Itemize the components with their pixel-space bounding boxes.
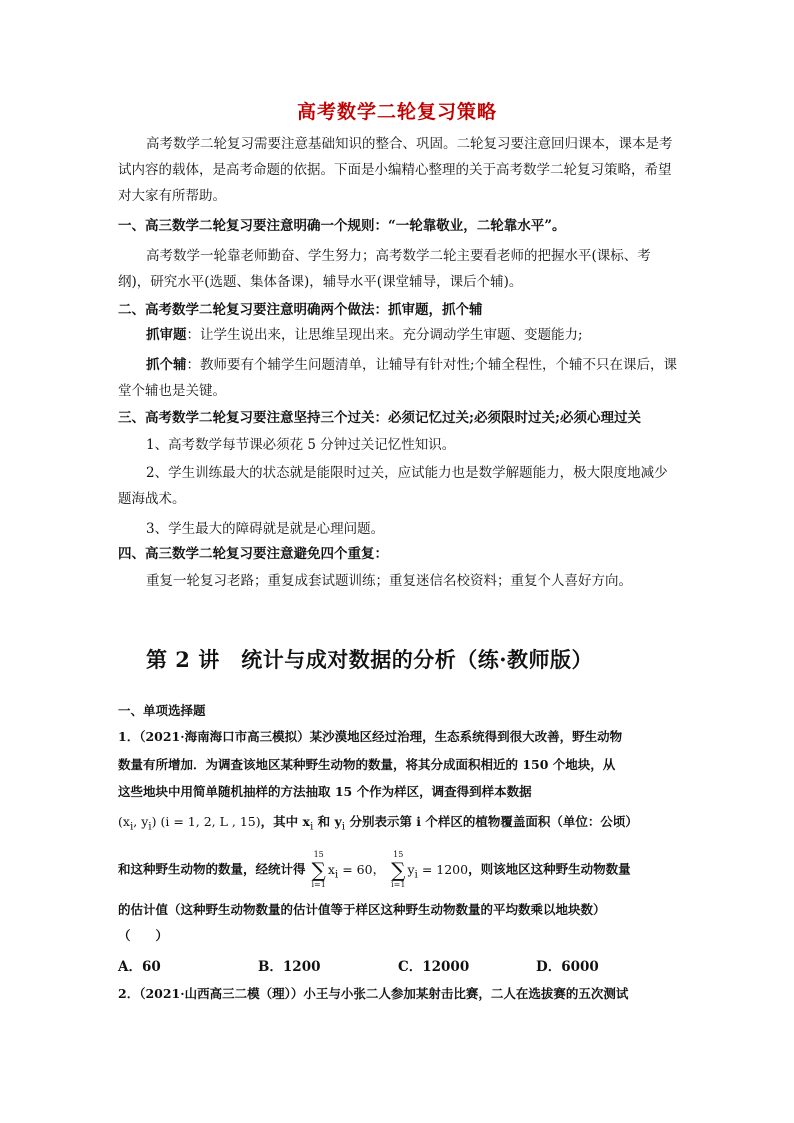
section-3-item-2: 2、学生训练最大的状态就是能限时过关，应试能力也是数学解题能力，极大限度地减少题海战术。 [118,465,668,507]
sum-x-term: $x_i = 60$ [327,861,373,880]
sum-x-sigma: 15 ∑ i=1 [311,850,326,889]
question-1-line-1: 1．（2021·海南海口市高三模拟）某沙漠地区经过治理，生态系统得到很大改善，野生动物 [118,729,623,744]
question-1-answer-paren: （ ） [118,928,169,943]
section-2-point-1 [118,322,678,348]
question-1-line-4-c: 分别表示第 i 个样区的植物覆盖面积（单位：公顷） [345,814,638,829]
section-3-item-3: 3、学生最大的障碍就是就是心理问题。 [146,521,385,537]
question-1-line-4: ($x_i$, $y_i$) (i = 1, 2, L , 15)，其中 $x_i$ 和 $y_i$ 分别表示第 i 个样区的植物覆盖面积（单位：公顷） [118,814,638,833]
section-2-title: 二、高考数学二轮复习要注意明确两个做法：抓审题，抓个辅 [118,302,483,318]
pair-open: (x [118,814,130,829]
section-2-point-2 [118,352,678,404]
section-4-body: 重复一轮复习老路；重复成套试题训练；重复迷信名校资料；重复个人喜好方向。 [146,573,632,589]
question-1-line-3: 这些地块中用简单随机抽样的方法抽取 15 个作为样区，调查得到样本数据 [118,784,532,799]
question-1-line-4-a: ，其中 x [260,814,310,829]
option-b: B．1200 [258,959,321,975]
section-1-title: 一、高三数学二轮复习要注意明确一个规则：“一轮靠敬业，二轮靠水平”。 [118,218,566,234]
section-3-title: 三、高考数学二轮复习要注意坚持三个过关：必须记忆过关;必须限时过关;必须心理过关 [118,410,641,426]
question-1-line-2: 数量有所增加．为调查该地区某种野生动物的数量，将其分成面积相近的 150 个地块，从 [118,757,616,772]
question-1-line-5: 和这种野生动物的数量，经统计得 15 ∑ i=1 $x_i = 60$， 15 ∑ i=1 $y_i = 1200$，则该地区这种野生动物数量 [118,850,631,889]
question-1-line-5-b: ，则该地区这种野生动物数量 [468,861,631,877]
intro-paragraph: 高考数学二轮复习需要注意基础知识的整合、巩固。二轮复习要注意回归课本，课本是考试内容的载体，是高考命题的依据。下面是小编精心整理的关于高考数学二轮复习策略，希望对大家有所帮助。 [118,136,673,204]
section-2-point-2-text: ：教师要有个辅学生问题清单，让辅导有针对性;个辅全程性，个辅不只在课后，课堂个辅也是关键。 [118,357,678,399]
part-label: 一、单项选择题 [118,703,206,718]
sum-y-sigma: 15 ∑ i=1 [391,850,406,889]
section-2-point-1-label: 抓审题 [146,327,187,343]
index-set-formula: (i = 1, 2, L , 15) [160,814,261,829]
question-2-line-1: 2．（2021·山西高三二模（理））小王与小张二人参加某射击比赛，二人在选拔赛的五次测试 [118,986,629,1001]
question-1-line-5-a: 和这种野生动物的数量，经统计得 [118,861,306,877]
option-a: A．60 [118,959,161,975]
question-1-line-6: 的估计值（这种野生动物数量的估计值等于样区这种野生动物数量的平均数乘以地块数） [118,902,606,917]
sample-pair-formula: ($x_i$, $y_i$) [118,814,157,833]
question-1-line-4-b: 和 y [313,814,342,829]
section-1-body: 高考数学一轮靠老师勤奋、学生努力；高考数学二轮主要看老师的把握水平(课标、考纲)，研究水平(选题、集体备课)，辅导水平(课堂辅导，课后个辅)。 [118,248,651,290]
option-d: D．6000 [536,959,599,975]
section-4-title: 四、高三数学二轮复习要注意避免四个重复： [118,546,388,562]
lecture-title: 第 2 讲 统计与成对数据的分析（练·教师版） [146,647,594,672]
section-2-point-2-label: 抓个辅 [146,357,187,373]
option-c: C．12000 [398,959,470,975]
sum-y-term: $y_i = 1200$ [407,861,469,880]
section-2-point-1-text: ：让学生说出来，让思维呈现出来。充分调动学生审题、变题能力; [186,327,583,343]
section-3-item-1: 1、高考数学每节课必须花 5 分钟过关记忆性知识。 [146,437,456,453]
document-title: 高考数学二轮复习策略 [296,101,497,123]
